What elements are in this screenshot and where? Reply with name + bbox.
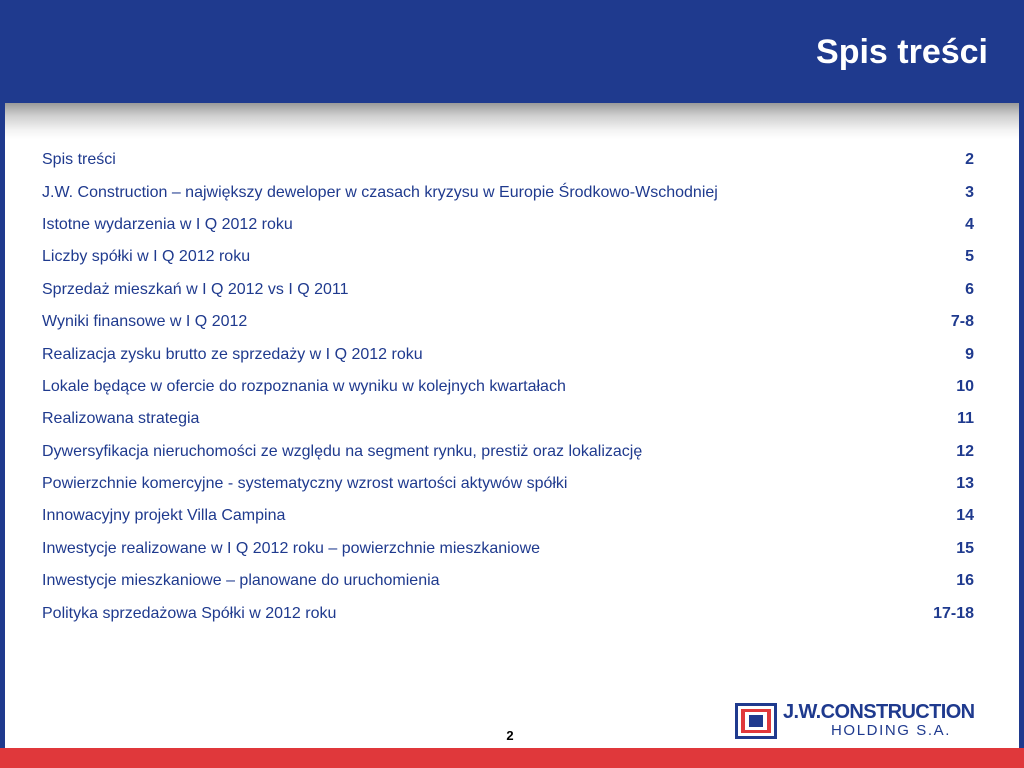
toc-label: Lokale będące w ofercie do rozpoznania w wyniku w kolejnych kwartałach <box>42 377 566 395</box>
toc-label: Polityka sprzedażowa Spółki w 2012 roku <box>42 604 337 622</box>
toc-page: 15 <box>956 539 974 557</box>
toc-label: Liczby spółki w I Q 2012 roku <box>42 248 251 266</box>
left-border <box>0 103 5 748</box>
toc-row[interactable] <box>42 403 974 435</box>
table-of-contents <box>42 144 974 630</box>
right-border <box>1019 103 1024 748</box>
toc-label: Istotne wydarzenia w I Q 2012 roku <box>42 215 293 233</box>
company-logo <box>735 703 997 739</box>
toc-row[interactable] <box>42 597 974 629</box>
toc-page: 11 <box>957 410 974 428</box>
toc-row[interactable] <box>42 436 974 468</box>
toc-label: Innowacyjny projekt Villa Campina <box>42 507 286 525</box>
toc-page: 5 <box>965 248 974 266</box>
toc-row[interactable] <box>42 306 974 338</box>
toc-row[interactable] <box>42 338 974 370</box>
toc-page: 4 <box>965 215 974 233</box>
toc-page: 16 <box>956 572 974 590</box>
toc-label: Powierzchnie komercyjne - systematyczny wzrost wartości aktywów spółki <box>42 475 568 493</box>
toc-label: Wyniki finansowe w I Q 2012 <box>42 313 248 331</box>
toc-page: 12 <box>956 442 974 460</box>
toc-page: 17-18 <box>933 604 974 622</box>
toc-label: J.W. Construction – największy deweloper w czasach kryzysu w Europie Środkowo-Wschodniej <box>42 183 718 201</box>
page-number: 2 <box>506 728 514 743</box>
toc-row[interactable] <box>42 533 974 565</box>
logo-mark-icon <box>735 703 777 739</box>
toc-label: Dywersyfikacja nieruchomości ze względu na segment rynku, prestiż oraz lokalizację <box>42 442 643 460</box>
slide-title: Spis treści <box>816 33 988 71</box>
toc-page: 3 <box>965 183 974 201</box>
toc-page: 2 <box>965 151 974 169</box>
logo-subtitle: HOLDING S.A. <box>831 722 952 739</box>
toc-page: 13 <box>956 475 974 493</box>
header-shadow <box>0 103 1024 139</box>
toc-row[interactable] <box>42 500 974 532</box>
toc-row[interactable] <box>42 565 974 597</box>
toc-label: Spis treści <box>42 151 116 169</box>
toc-row[interactable] <box>42 371 974 403</box>
toc-row[interactable] <box>42 144 974 176</box>
toc-label: Realizacja zysku brutto ze sprzedaży w I Q 2012 roku <box>42 345 423 363</box>
header-bar <box>0 0 1024 103</box>
bottom-bar <box>0 748 1024 768</box>
logo-name: J.W.CONSTRUCTION <box>783 701 975 723</box>
toc-row[interactable] <box>42 241 974 273</box>
toc-page: 14 <box>956 507 974 525</box>
toc-page: 10 <box>956 377 974 395</box>
toc-label: Inwestycje mieszkaniowe – planowane do uruchomienia <box>42 572 440 590</box>
toc-label: Realizowana strategia <box>42 410 200 428</box>
toc-row[interactable] <box>42 176 974 208</box>
toc-label: Inwestycje realizowane w I Q 2012 roku – powierzchnie mieszkaniowe <box>42 539 541 557</box>
toc-row[interactable] <box>42 209 974 241</box>
toc-page: 9 <box>965 345 974 363</box>
toc-page: 6 <box>965 280 974 298</box>
toc-label: Sprzedaż mieszkań w I Q 2012 vs I Q 2011 <box>42 280 349 298</box>
toc-page: 7-8 <box>950 313 974 331</box>
toc-row[interactable] <box>42 274 974 306</box>
toc-row[interactable] <box>42 468 974 500</box>
